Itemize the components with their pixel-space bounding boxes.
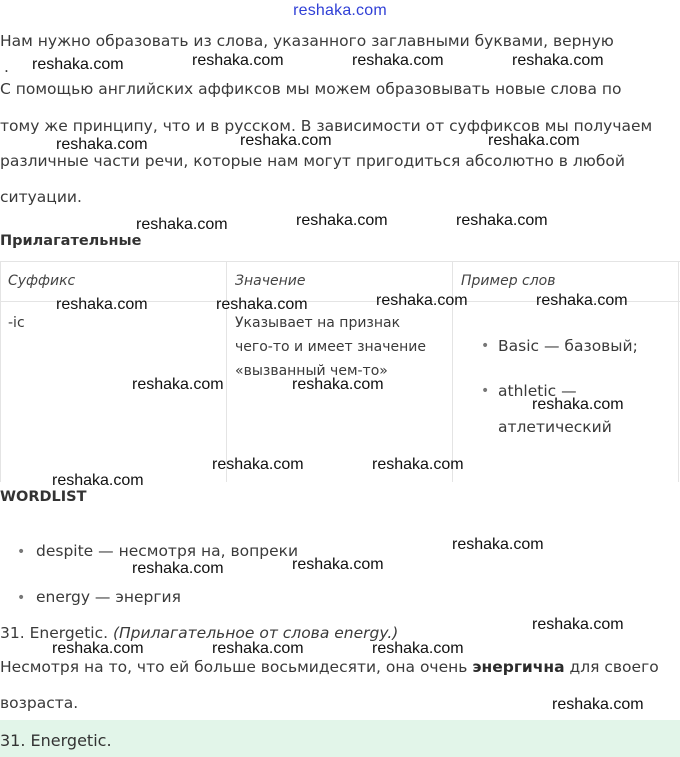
watermark: reshaka.com — [536, 292, 628, 309]
watermark: reshaka.com — [32, 56, 124, 73]
answer-text: 31. Energetic. — [0, 731, 112, 750]
exercise-sentence-line-1 — [0, 658, 659, 676]
exercise-sentence-line-2: возраста. — [0, 694, 79, 712]
exercise-note: (Прилагательное от слова energy.) — [112, 624, 399, 642]
watermark: reshaka.com — [132, 376, 224, 393]
watermark: reshaka.com — [132, 560, 224, 577]
watermark: reshaka.com — [488, 132, 580, 149]
watermark: reshaka.com — [452, 536, 544, 553]
table-cell-suffix: -ic — [8, 315, 25, 331]
bullet-dot-icon: • — [481, 383, 490, 399]
watermark: reshaka.com — [56, 136, 148, 153]
paragraph-line-2: тому же принципу, что и в русском. В зависимости от суффиксов мы получаем — [0, 117, 653, 135]
watermark: reshaka.com — [376, 292, 468, 309]
watermark: reshaka.com — [136, 216, 228, 233]
watermark: reshaka.com — [532, 396, 624, 413]
watermark: reshaka.com — [456, 212, 548, 229]
intro-dot: . — [4, 58, 9, 76]
watermark: reshaka.com — [372, 640, 464, 657]
section-title: Прилагательные — [0, 233, 142, 249]
exercise-number-word: 31. Energetic. — [0, 624, 109, 642]
sentence-answer-word: энергична — [472, 658, 565, 676]
site-header-link[interactable]: reshaka.com — [293, 2, 387, 19]
table-top-border — [0, 261, 680, 262]
paragraph-line-3: различные части речи, которые нам могут пригодиться абсолютно в любой — [0, 152, 625, 170]
table-header-suffix: Суффикс — [8, 273, 76, 289]
watermark: reshaka.com — [52, 640, 144, 657]
watermark: reshaka.com — [552, 696, 644, 713]
watermark: reshaka.com — [512, 52, 604, 69]
watermark: reshaka.com — [56, 296, 148, 313]
table-border-left — [0, 261, 1, 482]
wordlist-item-2: energy — энергия — [36, 588, 181, 606]
watermark: reshaka.com — [292, 376, 384, 393]
watermark: reshaka.com — [292, 556, 384, 573]
wordlist-title: WORDLIST — [0, 489, 87, 505]
wordlist-item-1: despite — несмотря на, вопреки — [36, 542, 299, 560]
table-border-right — [678, 261, 679, 482]
watermark: reshaka.com — [240, 132, 332, 149]
bullet-dot-icon: • — [17, 590, 26, 606]
watermark: reshaka.com — [216, 296, 308, 313]
watermark: reshaka.com — [192, 52, 284, 69]
paragraph-line-4: ситуации. — [0, 188, 82, 206]
watermark: reshaka.com — [296, 212, 388, 229]
watermark: reshaka.com — [212, 456, 304, 473]
table-cell-meaning-line-3: «вызванный чем-то» — [235, 363, 388, 379]
sentence-post: для своего — [564, 658, 659, 676]
watermark: reshaka.com — [52, 472, 144, 489]
table-header-examples: Пример слов — [461, 273, 556, 289]
table-cell-meaning-line-2: чего-то и имеет значение — [235, 339, 426, 355]
watermark: reshaka.com — [352, 52, 444, 69]
paragraph-line-1: С помощью английских аффиксов мы можем образовывать новые слова по — [0, 80, 622, 98]
bullet-dot-icon: • — [17, 544, 26, 560]
table-cell-meaning-line-1: Указывает на признак — [235, 315, 401, 331]
watermark: reshaka.com — [212, 640, 304, 657]
bullet-dot-icon: • — [481, 338, 490, 354]
sentence-pre: Несмотря на то, что ей больше восьмидесяти, она очень — [0, 658, 473, 676]
example-item-2-line-2: атлетический — [498, 418, 612, 436]
example-item-1: Basic — базовый; — [498, 337, 638, 355]
watermark: reshaka.com — [372, 456, 464, 473]
table-header-meaning: Значение — [235, 273, 306, 289]
watermark: reshaka.com — [532, 616, 624, 633]
table-border-col-1 — [226, 261, 227, 482]
example-item-2-line-1: athletic — — [498, 382, 577, 400]
intro-line-1: Нам нужно образовать из слова, указанного заглавными буквами, верную — [0, 32, 614, 50]
